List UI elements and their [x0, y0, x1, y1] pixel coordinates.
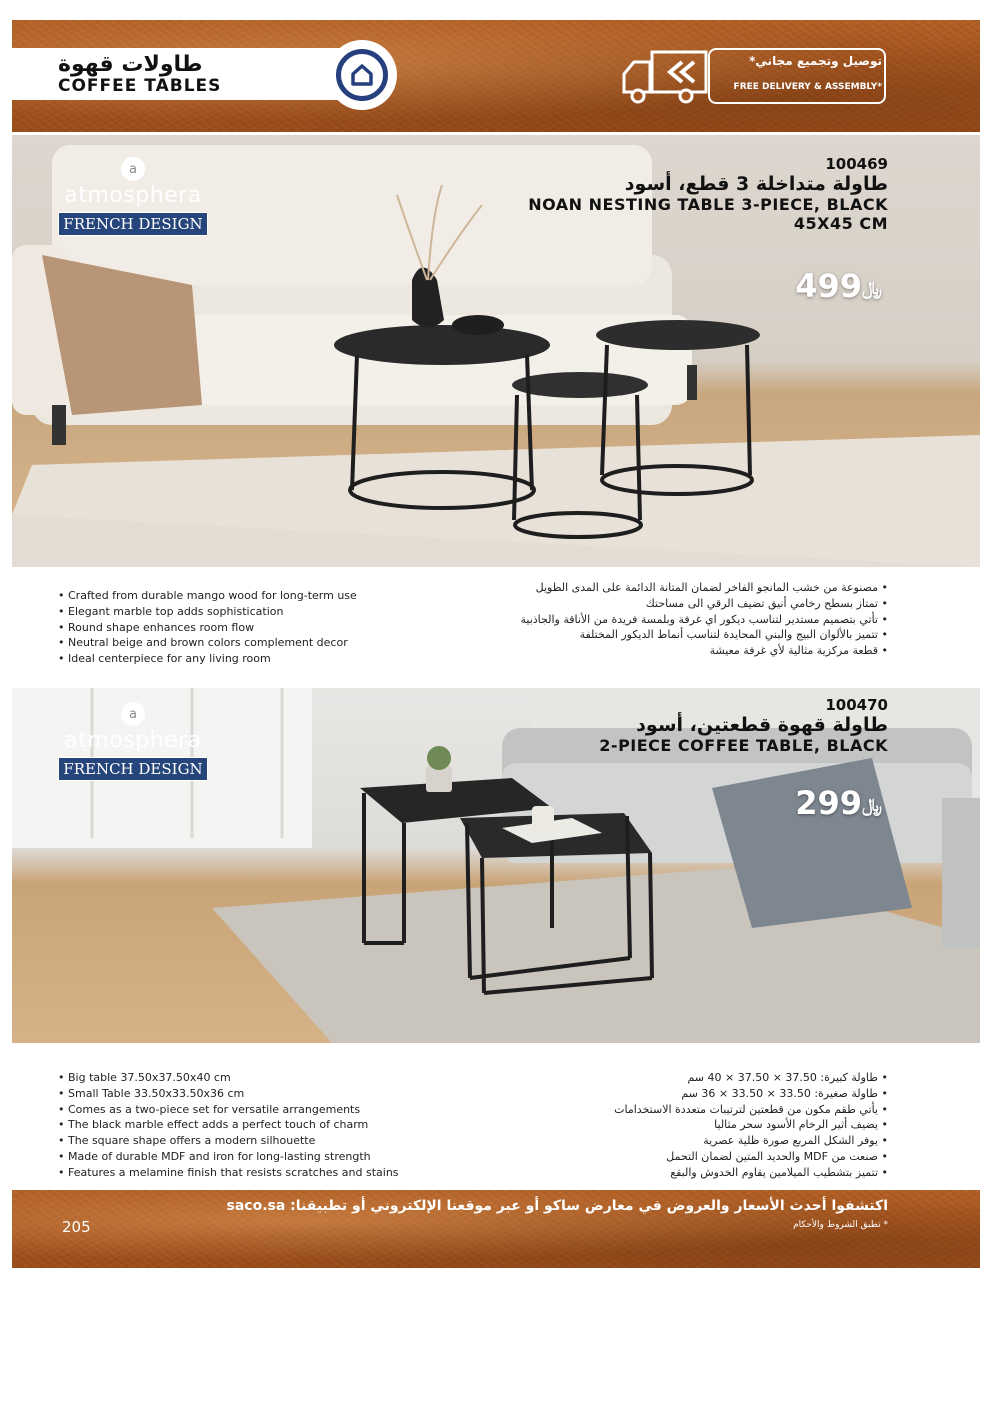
feature-item: • Neutral beige and brown colors complement decor [58, 635, 438, 651]
footer-text-ar: اكتشفوا أحدث الأسعار والعروض في معارض ساكو أو عبر موقعنا الإلكتروني أو تطبيقنا: saco.sa [226, 1198, 888, 1214]
section-title-bar [12, 48, 352, 100]
feature-item: • The square shape offers a modern silhouette [58, 1133, 458, 1149]
delivery-truck-icon [620, 48, 710, 106]
product-1-price [795, 267, 888, 305]
feature-item: • يضيف أثير الرخام الأسود سحر مثاليا [528, 1117, 888, 1133]
product-1-features-en [58, 588, 438, 667]
product-1-features-ar [448, 580, 888, 659]
page-header [12, 20, 980, 132]
brand-name: atmosphera [64, 183, 202, 208]
product-2-features-ar [528, 1070, 888, 1181]
feature-item: • تتميز بتشطيب الميلامين يقاوم الخدوش والبقع [528, 1165, 888, 1181]
product-1-name-en: NOAN NESTING TABLE 3-PIECE, BLACK [528, 195, 888, 214]
feature-item: • Made of durable MDF and iron for long-lasting strength [58, 1149, 458, 1165]
feature-item: • يوفر الشكل المربع صورة ظلية عصرية [528, 1133, 888, 1149]
feature-item: • طاولة صغيرة: 33.50 × 33.50 × 36 سم [528, 1086, 888, 1102]
brand-tagline: FRENCH DESIGN [58, 212, 208, 236]
feature-item: • يأتي طقم مكون من قطعتين لترتيبات متعددة الاستخدامات [528, 1102, 888, 1118]
feature-item: • تأتي بتصميم مستدير لتناسب ديكور اي غرفة وبلمسة فريدة من الأناقة والجاذبية [448, 612, 888, 628]
feature-item: • Small Table 33.50x33.50x36 cm [58, 1086, 458, 1102]
product-1-name-ar: طاولة متداخلة 3 قطع، أسود [624, 173, 888, 195]
product-1-photo [12, 135, 980, 567]
product-1-size: 45X45 CM [793, 214, 888, 233]
section-title-ar: طاولات قهوة [58, 52, 203, 77]
brand-block-2 [58, 702, 208, 781]
feature-item: • Big table 37.50x37.50x40 cm [58, 1070, 458, 1086]
feature-item: • تمتاز بسطح رخامي أنيق تضيف الرقي الى مساحتك [448, 596, 888, 612]
delivery-text-en: FREE DELIVERY & ASSEMBLY* [733, 82, 882, 92]
product-2-name-ar: طاولة قهوة قطعتين، أسود [636, 714, 888, 736]
delivery-text-ar: توصيل وتجميع مجاني* [749, 54, 882, 68]
brand-logo-icon: a [121, 157, 145, 181]
feature-item: • مصنوعة من خشب المانجو الفاخر لضمان المتانة الدائمة على المدى الطويل [448, 580, 888, 596]
free-delivery-badge [620, 48, 888, 104]
feature-item: • قطعة مركزية مثالية لأي غرفة معيشة [448, 643, 888, 659]
feature-item: • Comes as a two-piece set for versatile arrangements [58, 1102, 458, 1118]
footer-terms-note: * تطبق الشروط والأحكام [793, 1220, 888, 1230]
brand-logo-icon: a [121, 702, 145, 726]
page-footer [12, 1190, 980, 1268]
product-1-info [528, 155, 888, 233]
riyal-currency-icon: ﷼ [862, 794, 882, 816]
catalog-page [12, 20, 980, 1268]
feature-item: • Features a melamine finish that resists scratches and stains [58, 1165, 458, 1181]
feature-item: • The black marble effect adds a perfect touch of charm [58, 1117, 458, 1133]
product-2-features-en [58, 1070, 458, 1181]
brand-name: atmosphera [64, 728, 202, 753]
feature-item: • Crafted from durable mango wood for long-term use [58, 588, 438, 604]
feature-item: • صنعت من MDF والحديد المتين لضمان التحمل [528, 1149, 888, 1165]
product-1-price-value: 499 [795, 267, 863, 305]
product-2-price-value: 299 [795, 784, 863, 822]
product-1-code: 100469 [825, 155, 888, 173]
product-2-photo [12, 688, 980, 1043]
product-2-code: 100470 [825, 696, 888, 714]
page-number: 205 [62, 1218, 91, 1236]
product-2-name-en: 2-PIECE COFFEE TABLE, BLACK [599, 736, 888, 755]
feature-item: • Ideal centerpiece for any living room [58, 651, 438, 667]
feature-item: • تتميز بالألوان البيج والبني المحايدة لتناسب أنماط الديكور المختلفة [448, 627, 888, 643]
product-2-price [795, 784, 888, 822]
section-title-en: COFFEE TABLES [58, 76, 222, 96]
brand-block-1 [58, 157, 208, 236]
riyal-currency-icon: ﷼ [862, 277, 882, 299]
home-badge [327, 40, 397, 110]
home-icon [349, 62, 375, 88]
feature-item: • Round shape enhances room flow [58, 620, 438, 636]
product-2-info [599, 696, 888, 755]
feature-item: • طاولة كبيرة: 37.50 × 37.50 × 40 سم [528, 1070, 888, 1086]
brand-tagline: FRENCH DESIGN [58, 757, 208, 781]
feature-item: • Elegant marble top adds sophistication [58, 604, 438, 620]
